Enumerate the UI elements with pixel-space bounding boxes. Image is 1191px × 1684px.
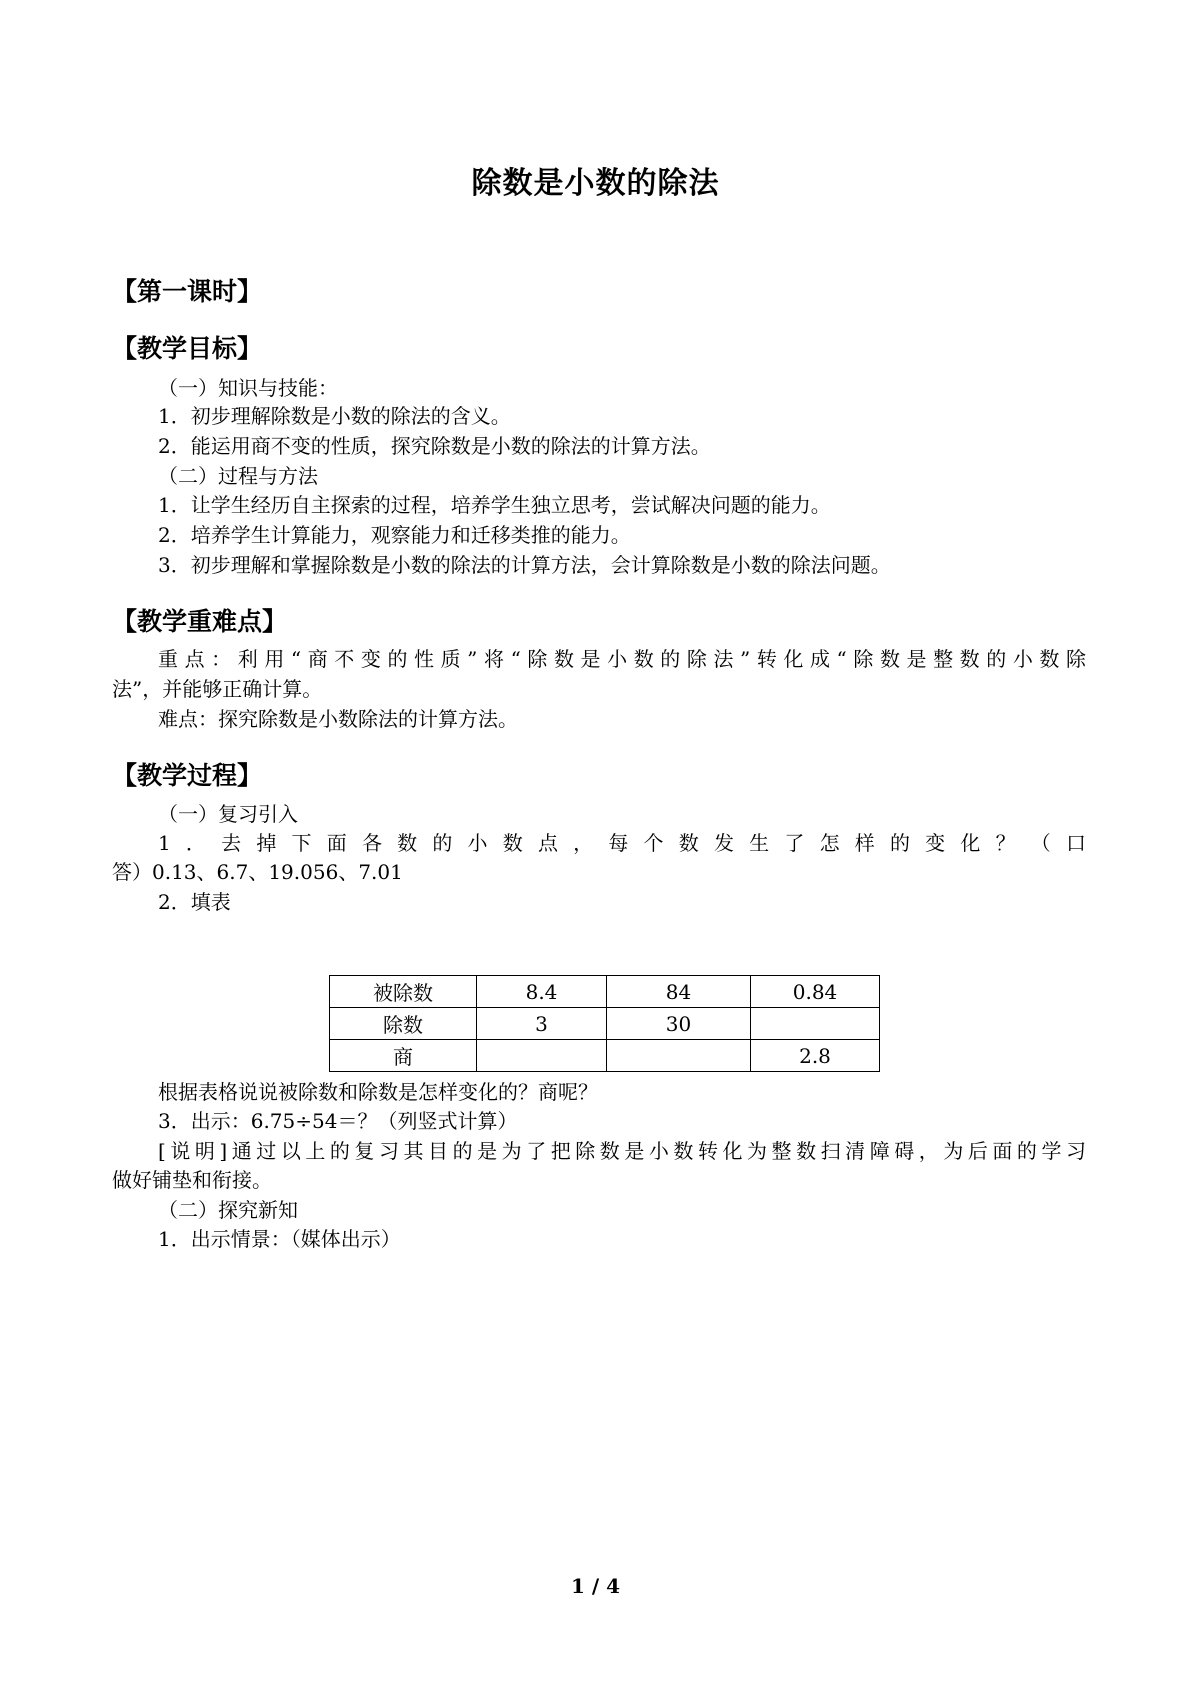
table-cell: 2.8 (751, 1040, 880, 1072)
table-cell: 商 (330, 1040, 477, 1072)
explore-item: 1．出示情景：（媒体出示） (158, 1227, 401, 1251)
explore-title: （二）探究新知 (158, 1198, 298, 1222)
table-cell (477, 1040, 607, 1072)
table-cell: 84 (607, 976, 751, 1008)
table-row (330, 1040, 880, 1072)
table-cell (751, 1008, 880, 1040)
table-cell: 0.84 (751, 976, 880, 1008)
table-cell: 8.4 (477, 976, 607, 1008)
fill-in-table (329, 975, 880, 1072)
goal-line: （二）过程与方法 (158, 464, 318, 488)
table-cell: 30 (607, 1008, 751, 1040)
key-point-text: 重点：利用“商不变的性质”将“除数是小数的除法”转化成“除数是整数的小数除 (158, 647, 1086, 671)
table-cell (607, 1040, 751, 1072)
table-cell: 3 (477, 1008, 607, 1040)
page-number: 1 / 4 (570, 1574, 621, 1598)
goals-heading: 【教学目标】 (112, 334, 263, 363)
goal-line: （一）知识与技能： (158, 376, 338, 400)
lesson-heading: 【第一课时】 (112, 277, 263, 306)
review-title: （一）复习引入 (158, 802, 298, 826)
table-question: 根据表格说说被除数和除数是怎样变化的？商呢？ (158, 1080, 598, 1104)
goal-line: 1．初步理解除数是小数的除法的含义。 (158, 404, 511, 428)
goal-line: 2．培养学生计算能力，观察能力和迁移类推的能力。 (158, 523, 631, 547)
goal-line: 1．让学生经历自主探索的过程，培养学生独立思考，尝试解决问题的能力。 (158, 493, 831, 517)
key-point-text-cont: 法”，并能够正确计算。 (112, 677, 323, 701)
note-text: [说明]通过以上的复习其目的是为了把除数是小数转化为整数扫清障碍，为后面的学习 (158, 1139, 1086, 1163)
process-heading: 【教学过程】 (112, 761, 263, 790)
goal-line: 3．初步理解和掌握除数是小数的除法的计算方法，会计算除数是小数的除法问题。 (158, 553, 891, 577)
question-1-cont: 答）0.13、6.7、19.056、7.01 (112, 860, 403, 884)
question-2: 2．填表 (158, 890, 231, 914)
table-cell: 除数 (330, 1008, 477, 1040)
note-text-cont: 做好铺垫和衔接。 (112, 1168, 272, 1192)
goal-line: 2．能运用商不变的性质，探究除数是小数的除法的计算方法。 (158, 434, 711, 458)
difficulty-text: 难点：探究除数是小数除法的计算方法。 (158, 707, 518, 731)
question-3: 3．出示：6.75÷54＝？（列竖式计算） (158, 1109, 518, 1133)
table-row (330, 1008, 880, 1040)
table-row (330, 976, 880, 1008)
key-points-heading: 【教学重难点】 (112, 607, 288, 636)
question-1: 1．去掉下面各数的小数点，每个数发生了怎样的变化？（口 (158, 831, 1086, 855)
document-title: 除数是小数的除法 (471, 166, 720, 201)
table-cell: 被除数 (330, 976, 477, 1008)
